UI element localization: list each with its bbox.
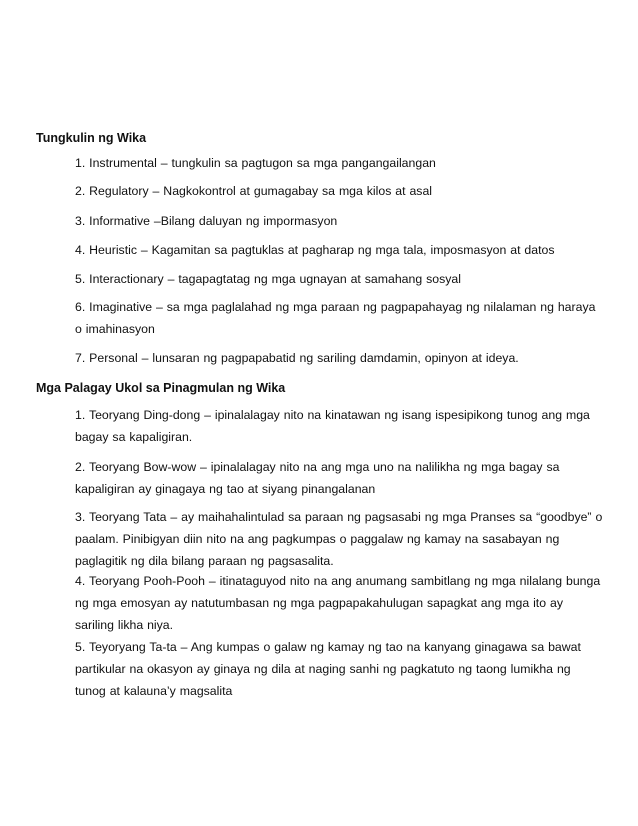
list-item-regulatory: 2. Regulatory – Nagkokontrol at gumagabay sa mga kilos at asal [75,184,433,198]
list-item-personal: 7. Personal – lunsaran ng pagpapabatid ng sariling damdamin, opinyon at ideya. [75,351,519,365]
list-item-informative: 3. Informative –Bilang daluyan ng impormasyon [75,214,338,228]
section-heading-pinagmulan: Mga Palagay Ukol sa Pinagmulan ng Wika [36,381,286,395]
list-item-bow-wow: 2. Teoryang Bow-wow – ipinalalagay nito na ang mga uno na nalilikha ng mga bagay sa kapaligiran ay ginagaya ng tao at siyang pinangalanan [75,460,560,496]
section-heading-tungkulin: Tungkulin ng Wika [36,131,147,145]
list-item-ta-ta: 5. Teyoryang Ta-ta – Ang kumpas o galaw ng kamay ng tao na kanyang ginagawa sa bawat partikular na okasyon ay ginaya ng dila at naging sanhi ng pagkatuto ng taong lumikha ng tunog at kalauna’y magsalita [75,640,581,698]
list-item-imaginative: 6. Imaginative – sa mga paglalahad ng mga paraan ng pagpapahayag ng nilalaman ng haraya o imahinasyon [75,300,596,336]
list-item-tata: 3. Teoryang Tata – ay maihahalintulad sa paraan ng pagsasabi ng mga Pranses sa “goodbye” o paalam. Pinibigyan diin nito na ang pagkumpas o paggalaw ng kamay na sasabayan ng paglagitik ng dila bilang paraan ng pagsasalita. [75,510,603,568]
list-item-heuristic: 4. Heuristic – Kagamitan sa pagtuklas at pagharap ng mga tala, imposmasyon at datos [75,243,555,257]
list-item-instrumental: 1. Instrumental – tungkulin sa pagtugon sa mga pangangailangan [75,156,436,170]
list-item-pooh-pooh: 4. Teoryang Pooh-Pooh – itinataguyod nito na ang anumang sambitlang ng mga nilalang bunga ng mga emosyan ay natutumbasan ng mga pagpapakahulugan sapagkat ang mga ito ay sariling likha niya. [75,574,601,632]
list-item-interactionary: 5. Interactionary – tagapagtatag ng mga ugnayan at samahang sosyal [75,272,461,286]
list-item-ding-dong: 1. Teoryang Ding-dong – ipinalalagay nito na kinatawan ng isang ispesipikong tunog ang mga bagay sa kapaligiran. [75,408,590,444]
